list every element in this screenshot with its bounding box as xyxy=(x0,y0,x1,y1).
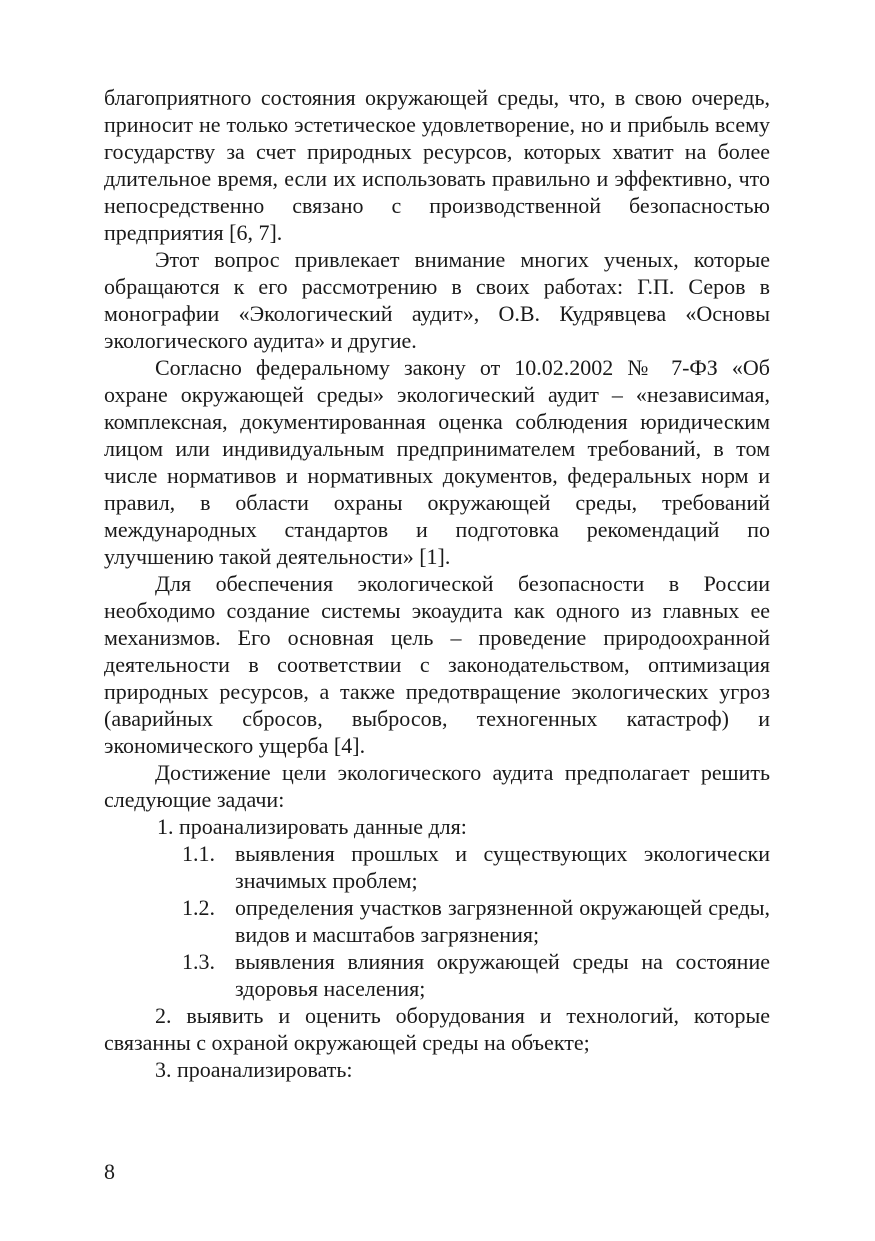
list-subitem-text: выявления прошлых и существующих экологически значимых проблем; xyxy=(235,841,770,893)
list-subitem-1-3 xyxy=(104,948,770,1002)
paragraph-ecological-safety: Для обеспечения экологической безопасности в России необходимо создание системы экоаудита как одного из главных ее механизмов. Его основная цель – проведение природоохранной деятельности в соответствии с законодательством, оптимизация природных ресурсов, а также предотвращение экологических угроз (аварийных сбросов, выбросов, техногенных катастроф) и экономического ущерба [4]. xyxy=(104,571,770,758)
list-subitem-number: 1.2. xyxy=(182,895,215,920)
page-number: 8 xyxy=(104,1159,115,1184)
list-subitem-text: определения участков загрязненной окружающей среды, видов и масштабов загрязнения; xyxy=(235,895,770,947)
list-item-3: 3. проанализировать: xyxy=(155,1057,353,1082)
paragraph-tasks-intro: Достижение цели экологического аудита предполагает решить следующие задачи: xyxy=(104,760,770,812)
list-item-1: 1. проанализировать данные для: xyxy=(157,814,467,839)
list-subitem-1-2 xyxy=(104,894,770,948)
list-subitem-text: выявления влияния окружающей среды на состояние здоровья населения; xyxy=(235,949,770,1001)
document-page xyxy=(104,84,770,1083)
paragraph-federal-law: Согласно федеральному закону от 10.02.2002 № 7-ФЗ «Об охране окружающей среды» экологический аудит – «независимая, комплексная, документированная оценка соблюдения юридическим лицом или индивидуальным предпринимателем требований, в том числе нормативов и нормативных документов, федеральных норм и правил, в области охраны окружающей среды, требований международных стандартов и подготовка рекомендаций по улучшению такой деятельности» [1]. xyxy=(104,355,770,569)
list-subitem-number: 1.1. xyxy=(182,841,215,866)
paragraph-continuation: благоприятного состояния окружающей среды, что, в свою очередь, приносит не только эстетическое удовлетворение, но и прибыль всему государству за счет природных ресурсов, которых хватит на более длительное время, если их использовать правильно и эффективно, что непосредственно связано с производственной безопасностью предприятия [6, 7]. xyxy=(104,85,770,245)
paragraph-researchers: Этот вопрос привлекает внимание многих ученых, которые обращаются к его рассмотрению в своих работах: Г.П. Серов в монографии «Экологический аудит», О.В. Кудрявцева «Основы экологического аудита» и другие. xyxy=(104,247,770,353)
list-item-2: 2. выявить и оценить оборудования и технологий, которые связанны с охраной окружающей среды на объекте; xyxy=(104,1003,770,1055)
list-subitem-1-1 xyxy=(104,840,770,894)
list-subitem-number: 1.3. xyxy=(182,949,215,974)
